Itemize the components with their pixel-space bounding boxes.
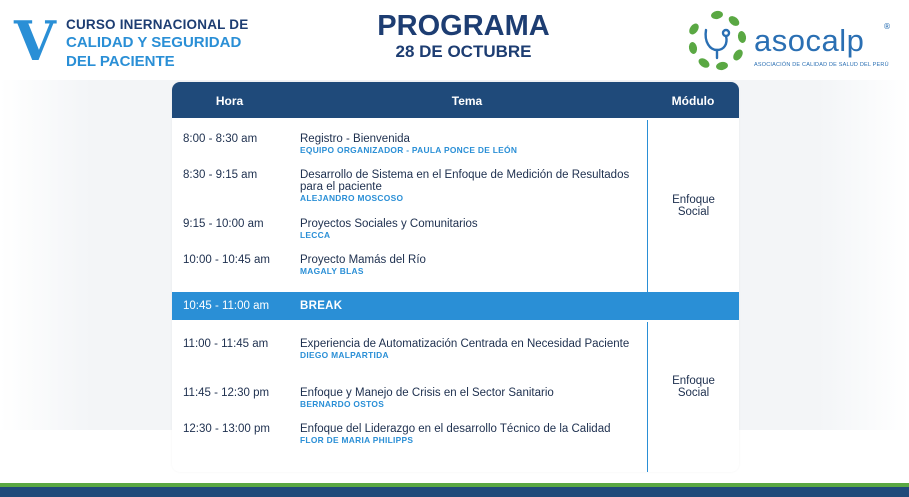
session-topic — [300, 387, 640, 410]
org-subtitle: ASOCIACIÓN DE CALIDAD DE SALUD DEL PERÚ — [754, 62, 889, 68]
session-time: 8:30 - 9:15 am — [183, 169, 258, 181]
session-title: Proyectos Sociales y Comunitarios — [300, 218, 478, 230]
session-topic — [300, 338, 640, 361]
session-time: 9:15 - 10:00 am — [183, 218, 264, 230]
session-time: 11:45 - 12:30 pm — [183, 387, 270, 399]
session-title: Proyecto Mamás del Río — [300, 254, 426, 266]
header-modulo: Módulo — [671, 94, 715, 108]
session-speaker: FLOR DE MARIA PHILIPPS — [300, 435, 414, 445]
session-time: 11:00 - 11:45 am — [183, 338, 269, 350]
session-title: Enfoque del Liderazgo en el desarrollo Técnico de la Calidad — [300, 423, 611, 435]
session-title: Registro - Bienvenida — [300, 133, 410, 145]
course-logo-mark: V — [14, 9, 56, 73]
session-speaker: EQUIPO ORGANIZADOR - PAULA PONCE DE LEÓN — [300, 145, 518, 155]
session-title: Experiencia de Automatización Centrada en Necesidad Paciente — [300, 338, 630, 350]
course-name-line1: CURSO INERNACIONAL DE — [66, 17, 249, 32]
session-speaker: ALEJANDRO MOSCOSO — [300, 193, 404, 203]
module-label-line1: Enfoque — [672, 194, 715, 206]
session-speaker: LECCA — [300, 230, 331, 240]
session-topic — [300, 423, 640, 446]
session-time: 10:00 - 10:45 am — [183, 254, 270, 266]
asocalp-leaf-wreath-icon — [684, 8, 750, 74]
schedule-table — [172, 82, 739, 472]
registered-mark: ® — [883, 22, 891, 31]
break-row — [172, 292, 739, 320]
session-topic — [300, 218, 640, 241]
header-hora: Hora — [215, 94, 244, 108]
session-topic — [300, 133, 640, 156]
session-speaker: MAGALY BLAS — [300, 266, 364, 276]
session-topic — [300, 254, 640, 277]
program-title: PROGRAMA — [377, 10, 550, 42]
module-label — [648, 375, 739, 399]
table-header — [172, 82, 739, 118]
break-label: BREAK — [300, 300, 343, 312]
module-label-line2: Social — [677, 387, 710, 399]
session-title: Desarrollo de Sistema en el Enfoque de Medición de Resultados para el paciente — [300, 169, 630, 193]
asocalp-logo — [684, 8, 904, 78]
header-tema: Tema — [451, 94, 483, 108]
break-time: 10:45 - 11:00 am — [183, 300, 270, 312]
session-speaker: BERNARDO OSTOS — [300, 399, 385, 409]
module-label-line1: Enfoque — [672, 375, 715, 387]
session-time: 8:00 - 8:30 am — [183, 133, 258, 145]
course-name-line2: CALIDAD Y SEGURIDAD — [66, 34, 242, 51]
session-title: Enfoque y Manejo de Crisis en el Sector Sanitario — [300, 387, 554, 399]
session-time: 12:30 - 13:00 pm — [183, 423, 270, 435]
session-topic — [300, 169, 640, 204]
footer-strip — [0, 483, 909, 497]
module-label — [648, 194, 739, 218]
session-speaker: DIEGO MALPARTIDA — [300, 350, 389, 360]
course-name-line3: DEL PACIENTE — [66, 53, 175, 70]
module-label-line2: Social — [677, 206, 710, 218]
org-name: asocalp — [754, 23, 865, 58]
program-date: 28 DE OCTUBRE — [395, 42, 532, 61]
